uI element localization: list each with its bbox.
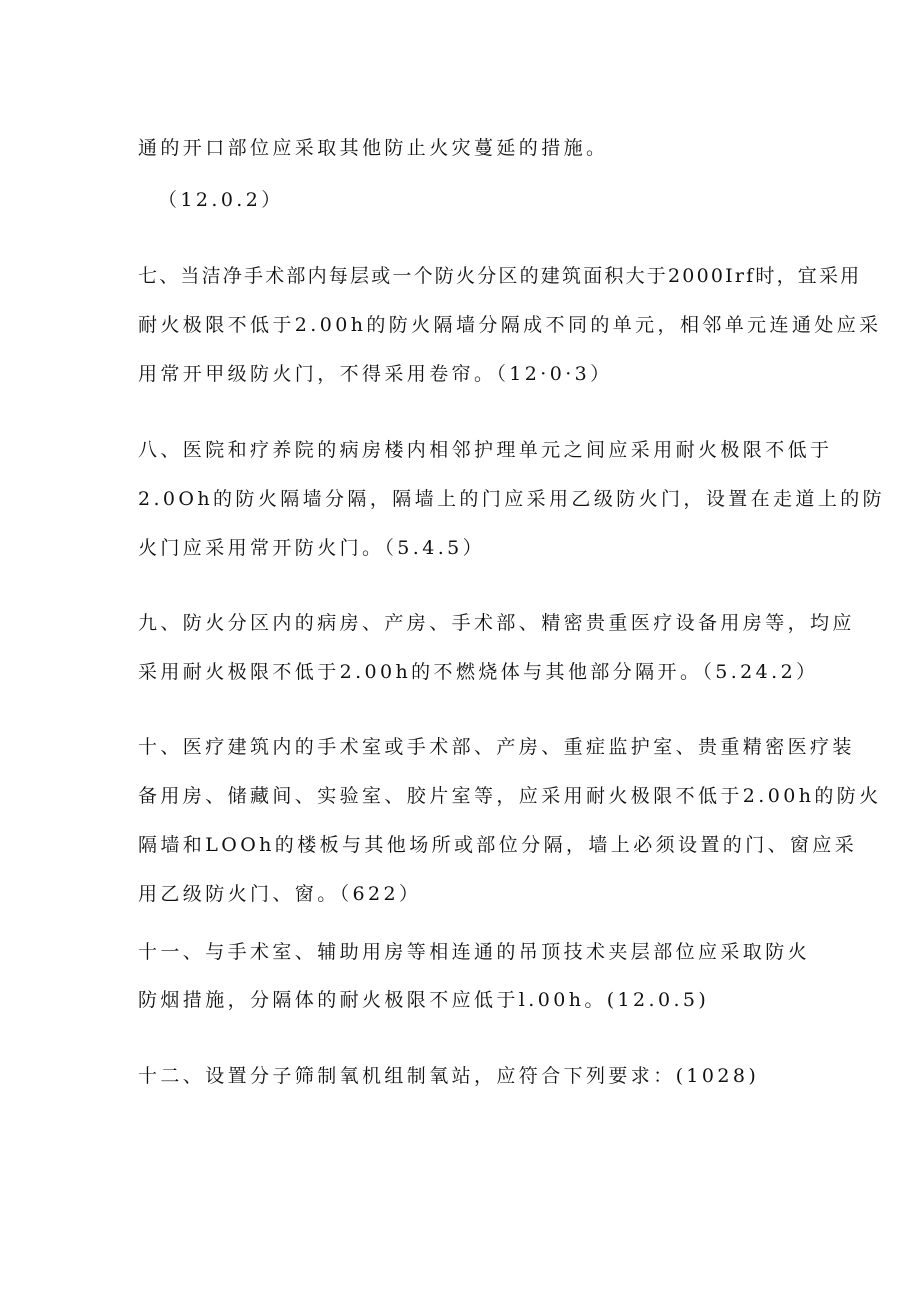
text-line-4: 耐火极限不低于2.00h的防火隔墙分隔成不同的单元，相邻单元连通处应采 [138,314,882,336]
text-line-12: 备用房、储藏间、实验室、胶片室等，应采用耐火极限不低于2.00h的防火 [138,785,882,807]
text-line-17: 十二、设置分子筛制氧机组制氧站，应符合下列要求：(1028) [138,1065,760,1087]
text-line-7: 2.0Oh的防火隔墙分隔，隔墙上的门应采用乙级防火门，设置在走道上的防 [138,488,886,510]
text-line-16: 防烟措施，分隔体的耐火极限不应低于l.00h。(12.0.5) [138,989,710,1011]
text-line-5: 用常开甲级防火门，不得采用卷帘。（12·0·3） [138,363,613,385]
text-line-1: 通的开口部位应采取其他防止火灾蔓延的措施。 [138,137,609,159]
text-line-8: 火门应采用常开防火门。（5.4.5） [138,537,486,559]
text-line-3: 七、当洁净手术部内每层或一个防火分区的建筑面积大于2000Irf时，宜采用 [138,265,862,287]
text-line-15: 十一、与手术室、辅助用房等相连通的吊顶技术夹层部位应采取防火 [138,941,811,963]
text-line-6: 八、医院和疗养院的病房楼内相邻护理单元之间应采用耐火极限不低于 [138,439,833,461]
text-line-10: 采用耐火极限不低于2.00h的不燃烧体与其他部分隔开。（5.24.2） [138,661,819,683]
text-line-2: （12.0.2） [158,189,284,211]
text-line-9: 九、防火分区内的病房、产房、手术部、精密贵重医疗设备用房等，均应 [138,612,855,634]
text-line-11: 十、医疗建筑内的手术室或手术部、产房、重症监护室、贵重精密医疗装 [138,736,855,758]
text-line-14: 用乙级防火门、窗。（622） [138,883,422,905]
text-line-13: 隔墙和LOOh的楼板与其他场所或部位分隔，墙上必须设置的门、窗应采 [138,834,858,856]
